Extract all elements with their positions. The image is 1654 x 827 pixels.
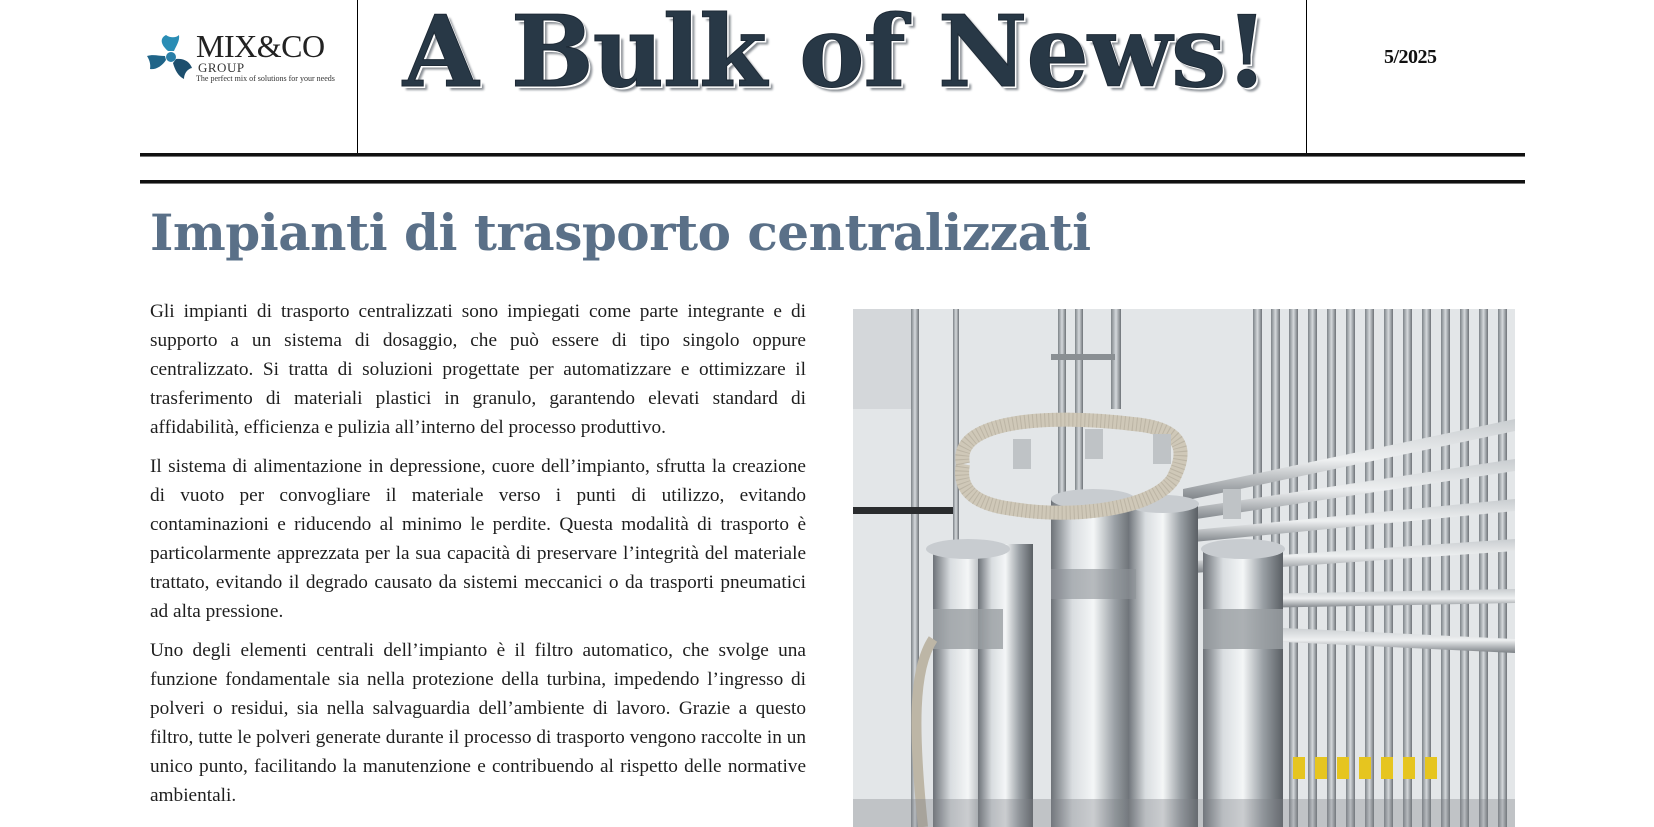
logo-name: MIX&CO [196,28,325,64]
masthead [0,0,1654,160]
masthead-rule-top [140,153,1525,157]
article-photo [853,309,1515,827]
masthead-divider-right [1306,0,1307,155]
article-paragraph: Il sistema di alimentazione in depressione, cuore dell’impianto, sfrutta la creazione di vuoto per convogliare il materiale verso i punti di utilizzo, evitando contaminazioni e riducendo al minimo le perdite. Questa modalità di trasporto è particolarmente apprezzata per la sua capacità di preservare l’integrità del materiale trattato, evitando il degrado causato da sistemi meccanici o da trasporti pneumatici ad alta pressione. [150,456,806,622]
newsletter-title: A Bulk of News! [402,0,1268,110]
masthead-divider-left [357,0,358,155]
logo-group: GROUP [198,60,245,75]
conveying-system-photo [853,309,1515,827]
logo-tagline: The perfect mix of solutions for your needs [196,74,335,83]
article-headline: Impianti di trasporto centralizzati [150,203,1091,262]
masthead-rule-bottom [140,180,1525,184]
article-body [150,297,806,820]
article-paragraph: Uno degli elementi centrali dell’impianto è il filtro automatico, che svolge una funzione fondamentale sia nella protezione della turbina, impedendo l’ingresso di polveri o residui, sia nella salvaguardia dell’ambiente di lavoro. Grazie a questo filtro, tutte le polveri generate durante il processo di trasporto vengono raccolte in un unico punto, facilitando la manutenzione e contribuendo al rispetto delle normative ambientali. [150,640,806,806]
triskelion-logo-icon [146,32,196,82]
issue-number: 5/2025 [1384,46,1437,68]
article-paragraph: Gli impianti di trasporto centralizzati sono impiegati come parte integrante e di supporto a un sistema di dosaggio, che può essere di tipo singolo oppure centralizzato. Si tratta di soluzioni progettate per automatizzare e ottimizzare il trasferimento di materiali plastici in granulo, garantendo elevati standard di affidabilità, efficienza e pulizia all’interno del processo produttivo. [150,301,806,438]
company-logo [146,28,346,88]
